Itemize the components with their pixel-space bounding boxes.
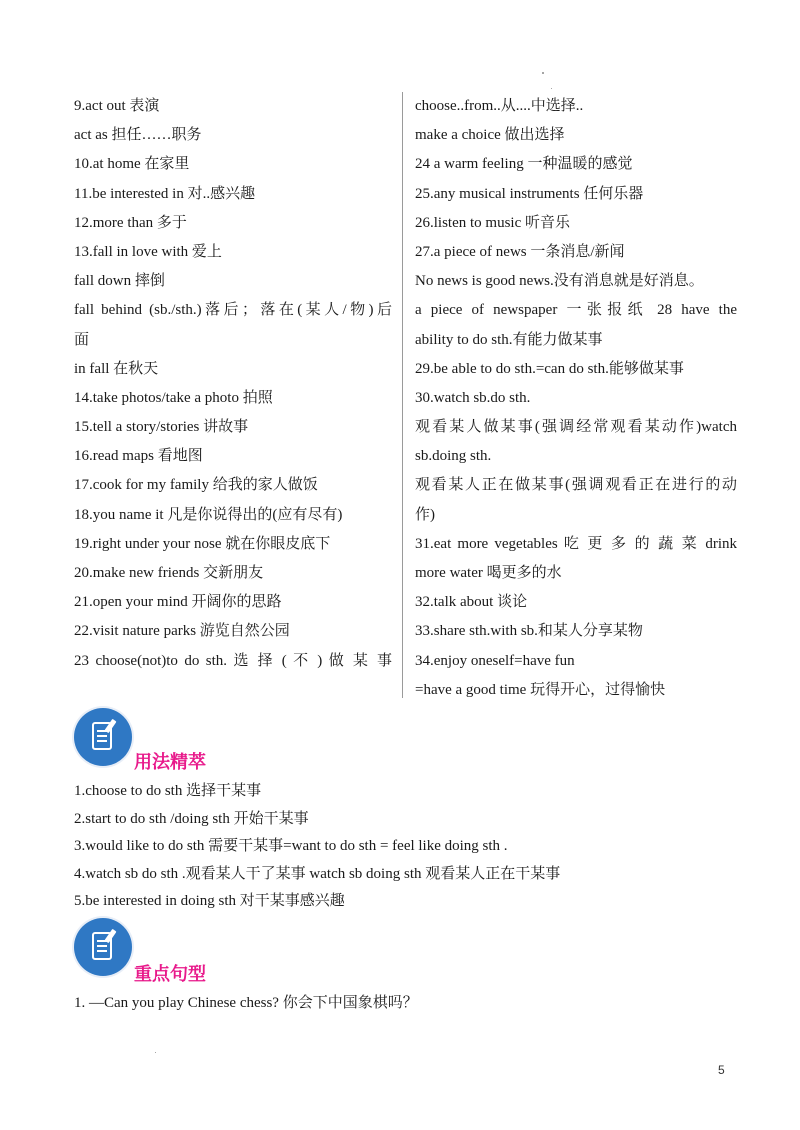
document-pencil-icon xyxy=(74,918,132,976)
list-item: 4.watch sb do sth .观看某人干了某事 watch sb doing sth 观看某人正在干某事 xyxy=(74,865,561,882)
list-item: 5.be interested in doing sth 对干某事感兴趣 xyxy=(74,893,345,909)
vocab-line: 30.watch sb.do sth. xyxy=(415,389,531,406)
vocab-line: 29.be able to do sth.=can do sth.能够做某事 xyxy=(415,360,684,377)
vocab-line: 9.act out 表演 xyxy=(74,98,160,114)
vocab-line: a piece of newspaper 一张报纸 28 have the xyxy=(415,302,737,319)
vocab-line: 19.right under your nose 就在你眼皮底下 xyxy=(74,535,331,552)
vocab-line: 31.eat more vegetables 吃 更 多 的 蔬 菜 drink xyxy=(415,535,737,552)
vocab-line: 34.enjoy oneself=have fun xyxy=(415,652,575,669)
vocab-line: choose..from..从....中选择.. xyxy=(415,98,584,114)
vocab-line: more water 喝更多的水 xyxy=(415,565,562,581)
scan-speck xyxy=(542,72,544,74)
vocab-line: 10.at home 在家里 xyxy=(74,156,190,173)
vocab-line: 33.share sth.with sb.和某人分享某物 xyxy=(415,623,643,640)
usage-list xyxy=(74,778,734,916)
vocab-line: 27.a piece of news 一条消息/新闻 xyxy=(415,243,625,260)
vocab-line: 32.talk about 谈论 xyxy=(415,594,528,611)
vocab-line: sb.doing sth. xyxy=(415,448,492,465)
vocab-line: 观看某人正在做某事(强调观看正在进行的动 xyxy=(415,477,737,494)
section-title: 重点句型 xyxy=(134,964,206,985)
document-pencil-icon xyxy=(74,708,132,766)
vocab-line: 21.open your mind 开阔你的思路 xyxy=(74,594,282,611)
vocab-line: 13.fall in love with 爱上 xyxy=(74,243,222,260)
page-number: 5 xyxy=(718,1063,725,1077)
vocab-line: 16.read maps 看地图 xyxy=(74,448,203,465)
scan-speck xyxy=(155,1052,156,1053)
list-item: 1. —Can you play Chinese chess? 你会下中国象棋吗？ xyxy=(74,995,418,1011)
vocab-line: 17.cook for my family 给我的家人做饭 xyxy=(74,477,318,494)
vocab-line: 面 xyxy=(74,331,90,348)
vocab-line: fall behind (sb./sth.)落后；落在(某人/物)后 xyxy=(74,302,392,319)
vocab-line: 23 choose(not)to do sth. 选 择 ( 不 ) 做 某 事 xyxy=(74,652,392,669)
vocab-line: 25.any musical instruments 任何乐器 xyxy=(415,185,644,202)
vocab-line: 20.make new friends 交新朋友 xyxy=(74,565,264,581)
vocab-line: 26.listen to music 听音乐 xyxy=(415,214,570,231)
vocab-line: act as 担任……职务 xyxy=(74,127,202,144)
vocab-line: ability to do sth.有能力做某事 xyxy=(415,331,603,348)
vocab-line: make a choice 做出选择 xyxy=(415,127,565,144)
list-item: 2.start to do sth /doing sth 开始干某事 xyxy=(74,810,309,827)
vocab-line: in fall 在秋天 xyxy=(74,360,159,377)
vocab-line: 12.more than 多于 xyxy=(74,214,187,231)
sentences-list xyxy=(74,990,734,1018)
list-item: 1.choose to do sth 选择干某事 xyxy=(74,783,262,799)
scan-speck xyxy=(551,88,552,89)
vocab-line: No news is good news.没有消息就是好消息。 xyxy=(415,273,704,290)
vocab-line: 24 a warm feeling 一种温暖的感觉 xyxy=(415,156,633,173)
column-divider xyxy=(402,92,403,698)
list-item: 3.would like to do sth 需要干某事=want to do sth = feel like doing sth . xyxy=(74,838,508,854)
vocab-line: 18.you name it 凡是你说得出的(应有尽有) xyxy=(74,506,343,523)
vocab-line: 11.be interested in 对..感兴趣 xyxy=(74,185,256,202)
vocab-line: 观看某人做某事(强调经常观看某动作)watch xyxy=(415,419,737,436)
vocab-line: fall down 摔倒 xyxy=(74,273,165,290)
vocab-line: 15.tell a story/stories 讲故事 xyxy=(74,419,249,436)
vocab-line: 22.visit nature parks 游览自然公园 xyxy=(74,623,290,640)
vocab-line: 14.take photos/take a photo 拍照 xyxy=(74,389,273,406)
vocab-column-left xyxy=(74,92,392,676)
vocab-line: 作) xyxy=(415,506,435,523)
section-title: 用法精萃 xyxy=(134,752,206,773)
vocab-line: =have a good time 玩得开心，过得愉快 xyxy=(415,681,666,698)
vocab-column-right xyxy=(415,92,737,705)
